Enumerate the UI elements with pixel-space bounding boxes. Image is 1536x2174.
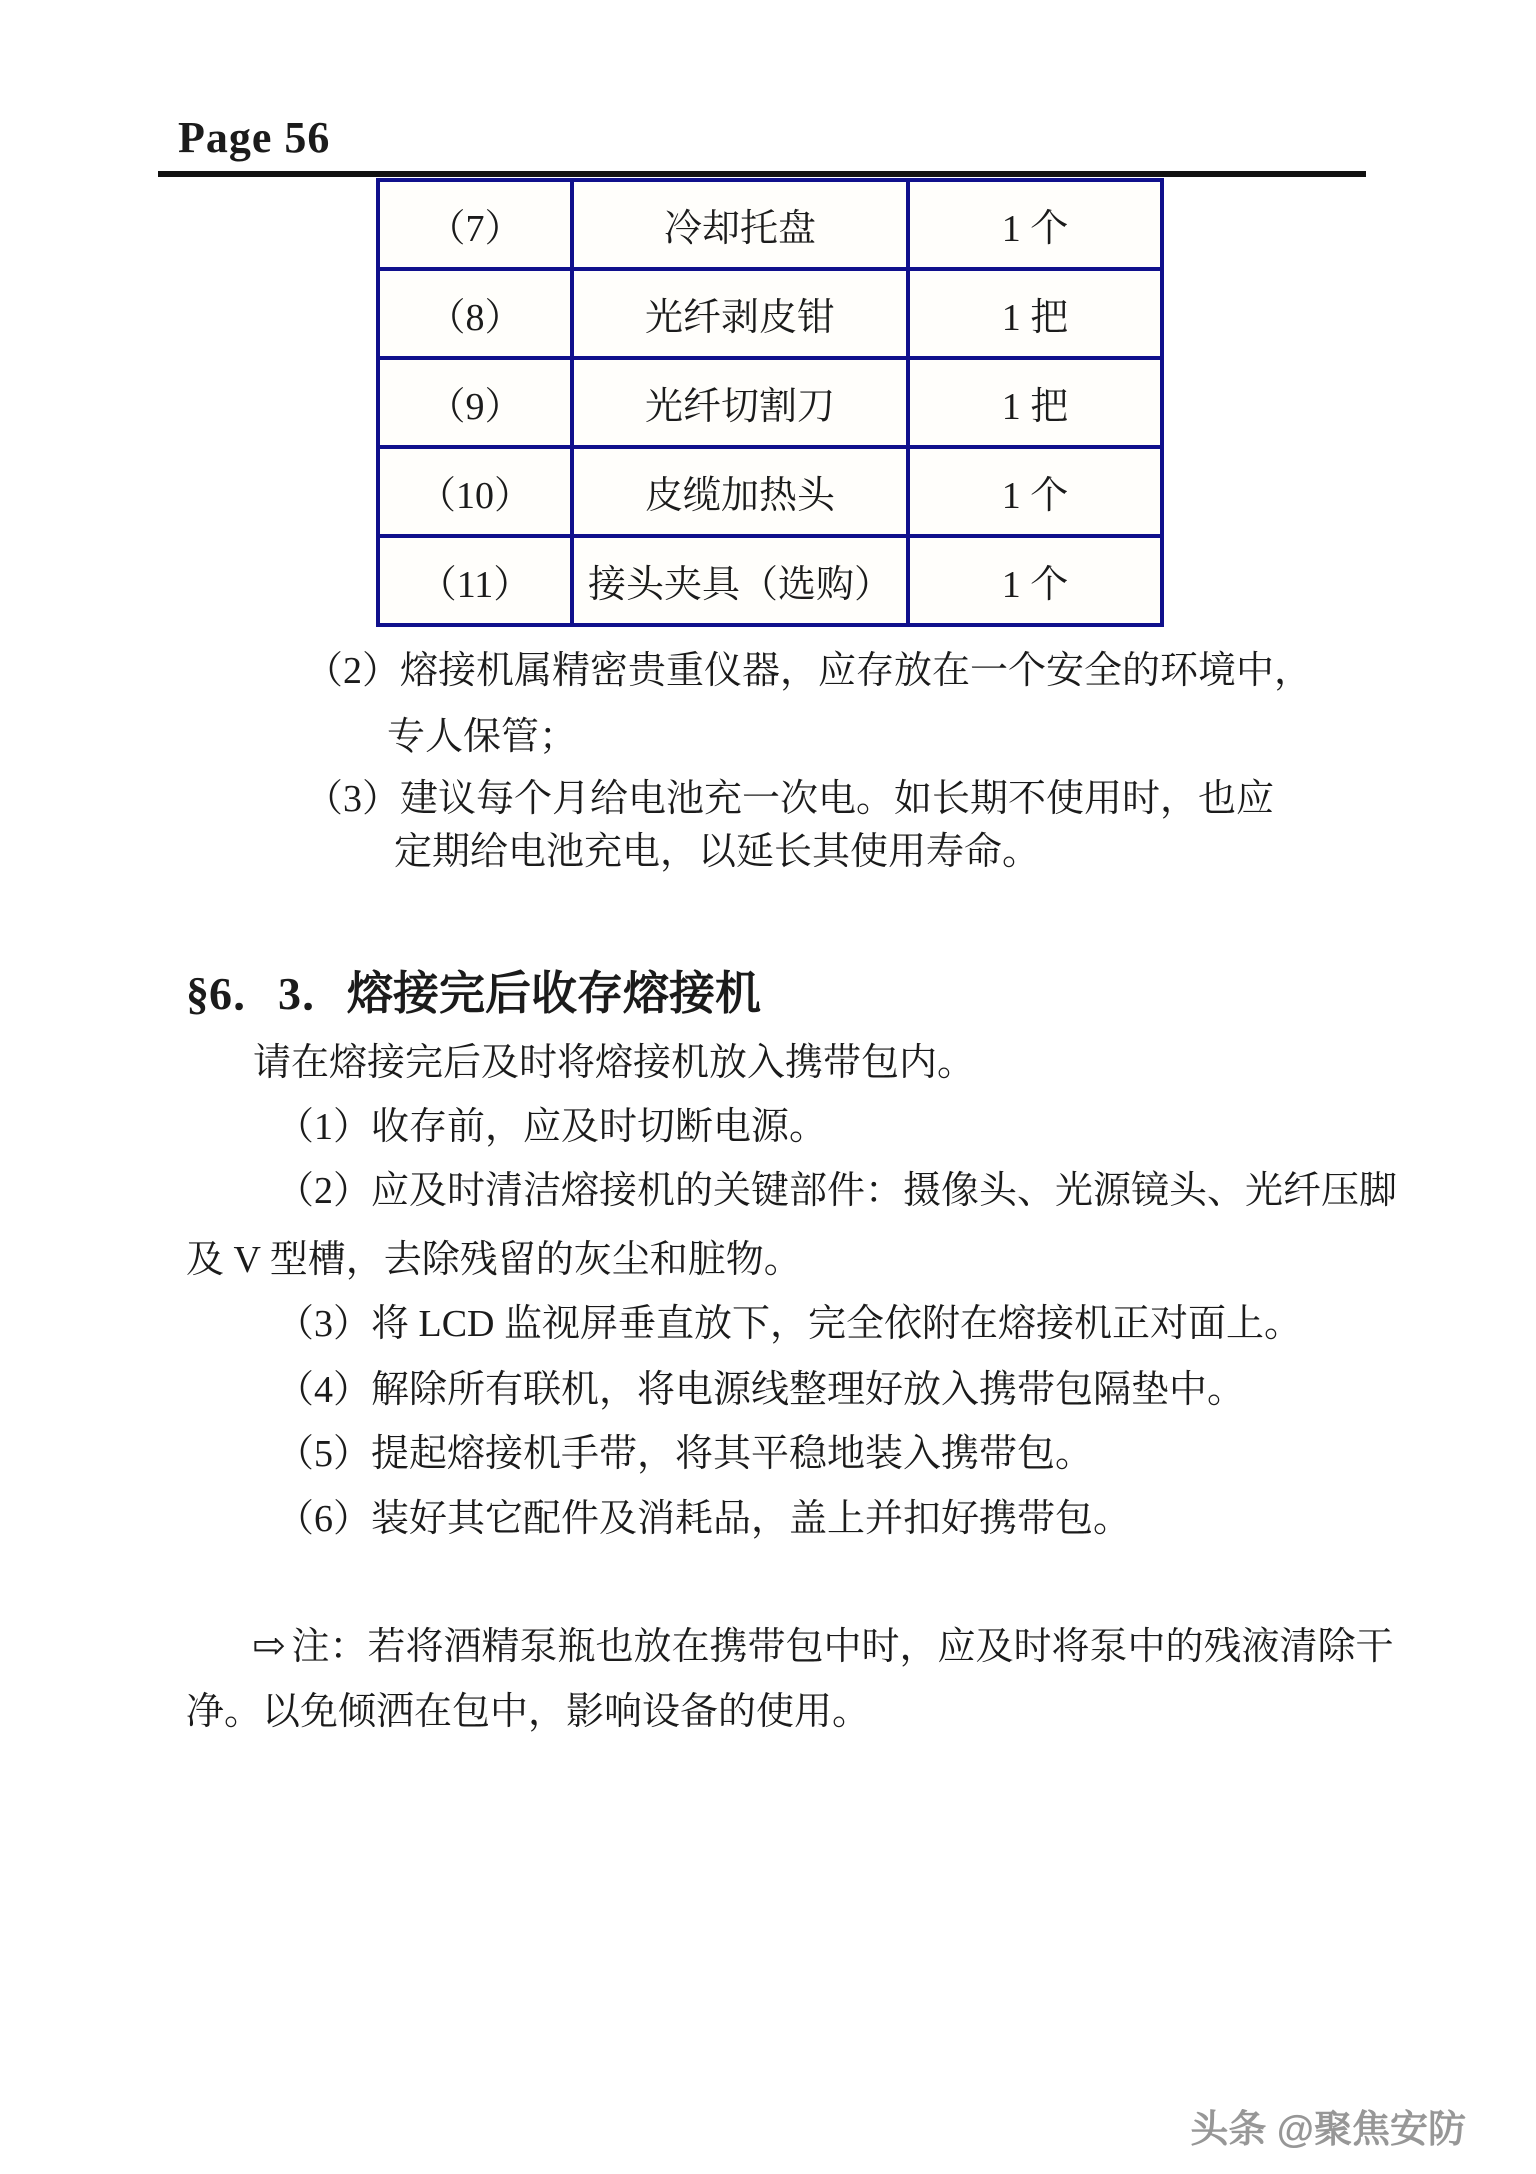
item-qty-cell: 1 把	[908, 358, 1162, 447]
storage-note-2-line-1: （2）熔接机属精密贵重仪器，应存放在一个安全的环境中，	[305, 650, 1313, 692]
accessory-table	[376, 178, 1164, 627]
section-intro: 请在熔接完后及时将熔接机放入携带包内。	[253, 1042, 976, 1084]
item-name-cell: 皮缆加热头	[572, 447, 908, 536]
page-number-label: Page 56	[178, 113, 331, 162]
item-number-cell: （11）	[378, 536, 572, 625]
accessory-table-body	[378, 180, 1162, 625]
section-item-2-line-1: （2）应及时清洁熔接机的关键部件：摄像头、光源镜头、光纤压脚	[276, 1170, 1398, 1212]
note-arrow-icon: ⇨	[252, 1623, 286, 1668]
item-number-cell: （8）	[378, 269, 572, 358]
section-heading: §6．3．熔接完后收存熔接机	[186, 968, 761, 1019]
section-item-3: （3）将 LCD 监视屏垂直放下，完全依附在熔接机正对面上。	[276, 1303, 1303, 1345]
item-qty-cell: 1 个	[908, 536, 1162, 625]
item-qty-cell: 1 把	[908, 269, 1162, 358]
watermark: 头条 @聚焦安防	[1190, 2109, 1466, 2151]
item-name-cell: 光纤剥皮钳	[572, 269, 908, 358]
section-item-6: （6）装好其它配件及消耗品，盖上并扣好携带包。	[276, 1498, 1132, 1540]
item-number-cell: （7）	[378, 180, 572, 269]
item-name-cell: 冷却托盘	[572, 180, 908, 269]
section-item-2-line-2: 及 V 型槽，去除残留的灰尘和脏物。	[186, 1239, 802, 1281]
item-number-cell: （10）	[378, 447, 572, 536]
table-row	[378, 447, 1162, 536]
table-row	[378, 358, 1162, 447]
table-row	[378, 536, 1162, 625]
header-rule	[158, 171, 1366, 177]
section-item-1: （1）收存前，应及时切断电源。	[276, 1106, 828, 1148]
storage-note-2-line-2: 专人保管；	[387, 716, 578, 758]
item-name-cell: 接头夹具（选购）	[572, 536, 908, 625]
section-item-5: （5）提起熔接机手带，将其平稳地装入携带包。	[276, 1433, 1094, 1475]
item-number-cell: （9）	[378, 358, 572, 447]
item-name-cell: 光纤切割刀	[572, 358, 908, 447]
table-row	[378, 180, 1162, 269]
item-qty-cell: 1 个	[908, 447, 1162, 536]
note-line-2: 净。以免倾洒在包中，影响设备的使用。	[186, 1691, 871, 1733]
note-line-1	[252, 1623, 1394, 1670]
storage-note-3-line-2: 定期给电池充电，以延长其使用寿命。	[394, 831, 1041, 873]
note-line-1-text: 注：若将酒精泵瓶也放在携带包中时，应及时将泵中的残液清除干	[291, 1626, 1394, 1668]
item-qty-cell: 1 个	[908, 180, 1162, 269]
storage-note-3-line-1: （3）建议每个月给电池充一次电。如长期不使用时，也应	[305, 778, 1275, 820]
table-row	[378, 269, 1162, 358]
section-item-4: （4）解除所有联机，将电源线整理好放入携带包隔垫中。	[276, 1369, 1246, 1411]
